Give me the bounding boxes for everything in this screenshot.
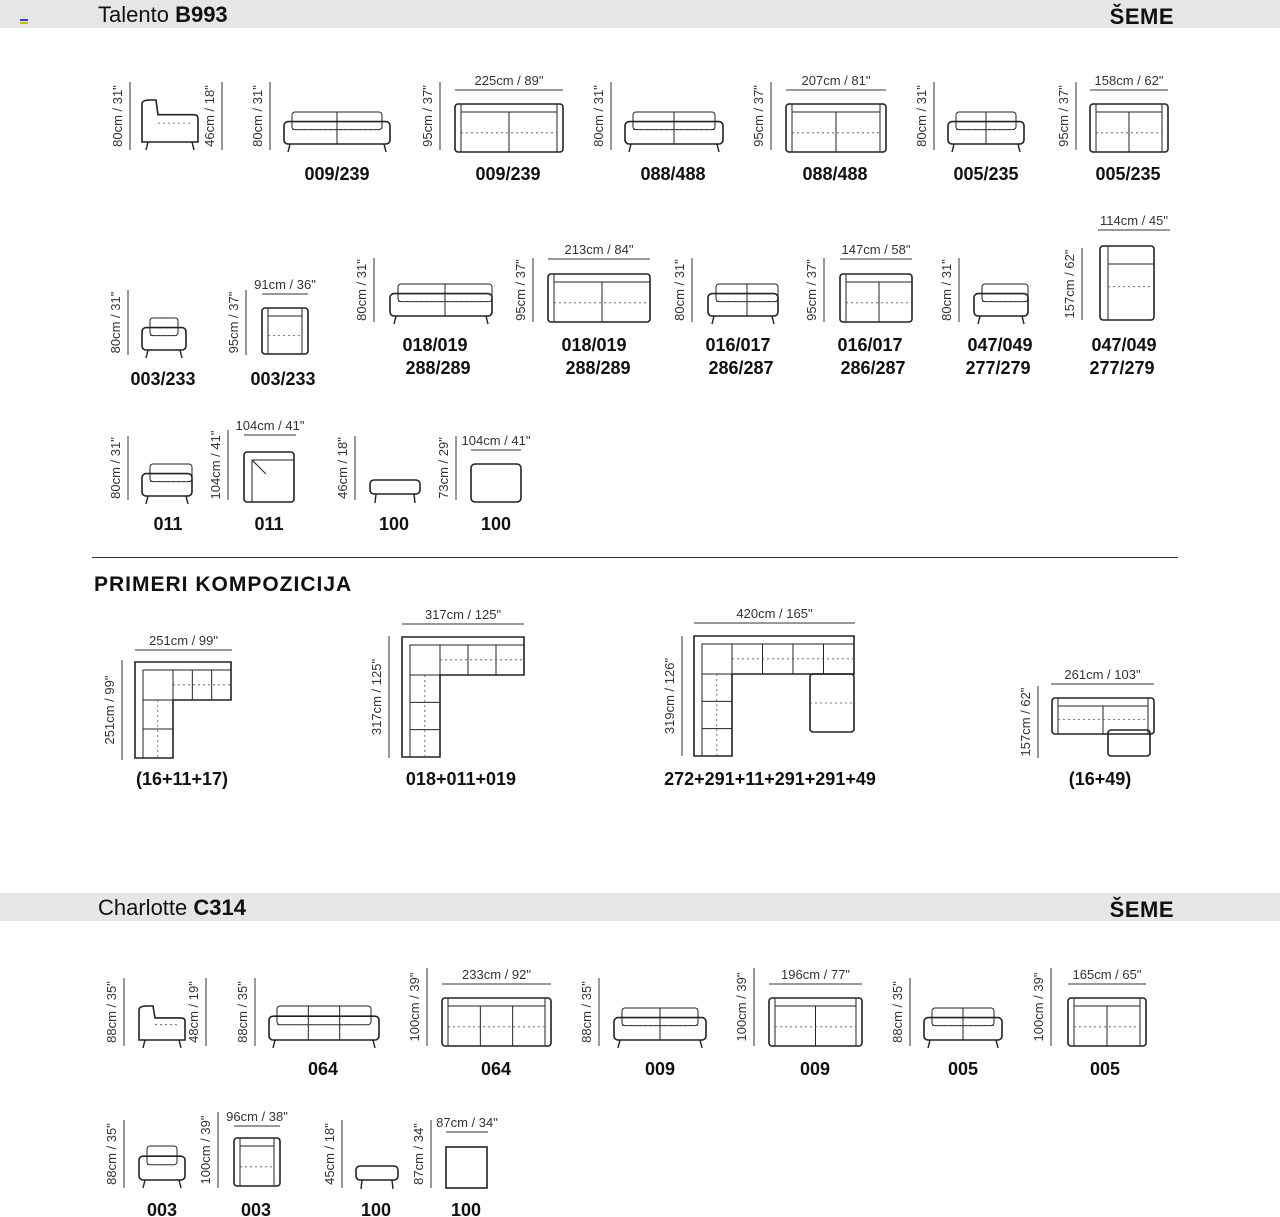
model-code-2: 277/279 (1089, 358, 1155, 378)
talento-r2-chaise-top (1062, 213, 1170, 378)
model-code-2: 288/289 (405, 358, 471, 378)
model-code: 009/239 (304, 164, 370, 184)
dim-depth: 104cm / 41" (208, 430, 223, 500)
dim-height: 80cm / 31" (354, 259, 369, 321)
talento-r2-chaise-front (939, 258, 1033, 378)
model-code: 005 (1089, 1059, 1121, 1079)
charlotte-r1-2seat-top (1031, 967, 1146, 1079)
dim-height: 80cm / 31" (108, 437, 123, 499)
model-code: 064 (307, 1059, 339, 1079)
charlotte-title-bold: C314 (193, 895, 246, 920)
talento-r2-armchair-front (108, 290, 196, 389)
model-code-2: 286/287 (840, 358, 906, 378)
dim-seat: 48cm / 19" (186, 981, 201, 1043)
talento-r3-corner-front (108, 436, 192, 534)
talento-r2-armchair-top (226, 277, 316, 389)
dim-depth: 157cm / 62" (1062, 249, 1077, 319)
dim-width: 158cm / 62" (1094, 73, 1164, 88)
dim-width: 207cm / 81" (801, 73, 871, 88)
model-code: 009 (644, 1059, 676, 1079)
dim-depth: 157cm / 62" (1018, 687, 1033, 757)
talento-r1-3seat-front (250, 82, 390, 184)
model-code: 003 (146, 1200, 178, 1217)
dim-depth: 95cm / 37" (804, 259, 819, 321)
talento-title-light: Talento (98, 2, 169, 27)
dim-seat: 46cm / 18" (202, 85, 217, 147)
model-code: 100 (480, 514, 512, 534)
dim-width: 213cm / 84" (564, 242, 634, 257)
talento-r2-2armless-top (804, 242, 912, 378)
dim-height: 45cm / 18" (322, 1123, 337, 1185)
dim-height: 80cm / 31" (939, 259, 954, 321)
dim-width: 251cm / 99" (149, 633, 218, 648)
charlotte-r1-armchair-side (104, 978, 206, 1048)
charlotte-r1-3seat-top (407, 967, 551, 1079)
talento-r2-armless-front (354, 258, 492, 378)
dim-height: 88cm / 35" (235, 981, 250, 1043)
model-code: 005/235 (1095, 164, 1161, 184)
charlotte-title-light: Charlotte (98, 895, 188, 920)
model-code: 064 (480, 1059, 512, 1079)
talento-r1-2seat-front (914, 82, 1024, 184)
composition-code: 018+011+019 (405, 769, 517, 789)
dim-width: 104cm / 41" (235, 418, 305, 433)
dim-depth: 100cm / 39" (734, 972, 749, 1042)
model-code: 100 (450, 1200, 482, 1217)
dim-height: 80cm / 31" (110, 85, 125, 147)
dim-height: 80cm / 31" (591, 85, 606, 147)
model-code: 005 (947, 1059, 979, 1079)
composition-code: 272+291+11+291+291+49 (664, 769, 876, 789)
compositions-title: PRIMERI KOMPOZICIJA (94, 573, 353, 596)
dim-width: 87cm / 34" (436, 1115, 498, 1130)
composition-code: (16+11+17) (135, 769, 229, 789)
charlotte-r1-3seat-front (235, 978, 379, 1079)
talento-r1-25seat-front (591, 82, 723, 184)
talento-title-bold: B993 (175, 2, 228, 27)
charlotte-schemes-label: ŠEME (1109, 897, 1174, 922)
dim-height: 80cm / 31" (914, 85, 929, 147)
model-code: 016/017 (705, 335, 771, 355)
dim-width: 317cm / 125" (424, 607, 502, 622)
dim-height: 80cm / 31" (108, 291, 123, 354)
model-code: 018/019 (561, 335, 627, 355)
model-code: 003/233 (130, 369, 196, 389)
composition-4 (1018, 667, 1154, 789)
dim-width: 147cm / 58" (841, 242, 911, 257)
talento-r3-ottoman-top (436, 433, 531, 534)
model-code: 047/049 (967, 335, 1033, 355)
dim-depth: 87cm / 34" (411, 1123, 426, 1185)
model-code: 100 (378, 514, 410, 534)
talento-r3-ottoman-front (335, 436, 420, 534)
dim-height: 88cm / 35" (104, 981, 119, 1043)
dim-depth: 95cm / 37" (226, 291, 241, 354)
talento-r3-corner-top (208, 418, 305, 534)
charlotte-r2-armchair-front (104, 1120, 185, 1217)
dim-height: 80cm / 31" (672, 259, 687, 321)
model-code-2: 277/279 (965, 358, 1031, 378)
dim-depth: 100cm / 39" (407, 972, 422, 1042)
model-code-2: 286/287 (708, 358, 774, 378)
dim-depth: 95cm / 37" (751, 85, 766, 147)
model-code: 088/488 (802, 164, 868, 184)
dim-depth: 100cm / 39" (1031, 972, 1046, 1042)
model-code: 003/233 (250, 369, 316, 389)
dim-width: 225cm / 89" (474, 73, 544, 88)
dim-width: 91cm / 36" (254, 277, 316, 292)
dim-depth: 319cm / 126" (662, 657, 677, 735)
model-code: 016/017 (837, 335, 903, 355)
dim-height: 46cm / 18" (335, 437, 350, 499)
model-code: 018/019 (402, 335, 468, 355)
charlotte-r1-25seat-front (579, 978, 706, 1079)
dim-width: 196cm / 77" (781, 967, 850, 982)
charlotte-r2-ottoman-top (411, 1115, 498, 1217)
composition-1 (102, 633, 232, 789)
model-code: 011 (153, 514, 183, 534)
talento-r1-armchair-side (110, 82, 222, 150)
dim-height: 88cm / 35" (890, 981, 905, 1043)
dim-width: 96cm / 38" (226, 1109, 288, 1124)
talento-r1-3seat-top (420, 73, 563, 184)
model-code: 003 (240, 1200, 272, 1217)
dim-width: 114cm / 45" (1100, 213, 1168, 228)
dim-depth: 73cm / 29" (436, 437, 451, 499)
talento-r2-2armless-front (672, 258, 778, 378)
model-code: 009/239 (475, 164, 541, 184)
talento-r1-25seat-top (751, 73, 886, 184)
composition-code: (16+49) (1068, 769, 1132, 789)
talento-r2-armless-top (513, 242, 650, 378)
dim-height: 80cm / 31" (250, 85, 265, 147)
talento-r1-2seat-top (1056, 73, 1168, 184)
composition-2 (369, 607, 524, 789)
charlotte-r1-25seat-top (734, 967, 862, 1079)
talento-schemes-label: ŠEME (1109, 4, 1174, 29)
dim-width: 420cm / 165" (736, 606, 813, 621)
charlotte-r2-armchair-top (198, 1109, 288, 1217)
model-code-2: 288/289 (565, 358, 631, 378)
dim-width: 104cm / 41" (461, 433, 531, 448)
dim-width: 233cm / 92" (462, 967, 531, 982)
model-code: 047/049 (1091, 335, 1157, 355)
dim-depth: 317cm / 125" (369, 658, 384, 736)
model-code: 009 (799, 1059, 831, 1079)
dim-height: 88cm / 35" (579, 981, 594, 1043)
dim-depth: 95cm / 37" (513, 259, 528, 321)
model-code: 088/488 (640, 164, 706, 184)
composition-3 (662, 606, 876, 789)
dim-depth: 95cm / 37" (420, 85, 435, 147)
dim-depth: 100cm / 39" (198, 1115, 213, 1185)
charlotte-r1-2seat-front (890, 978, 1002, 1079)
model-code: 100 (360, 1200, 392, 1217)
dim-width: 165cm / 65" (1072, 967, 1142, 982)
charlotte-r2-ottoman-front (322, 1120, 398, 1217)
model-code: 011 (254, 514, 284, 534)
dim-height: 88cm / 35" (104, 1123, 119, 1185)
dim-depth: 95cm / 37" (1056, 85, 1071, 147)
dim-width: 261cm / 103" (1064, 667, 1141, 682)
model-code: 005/235 (953, 164, 1019, 184)
dim-depth: 251cm / 99" (102, 675, 117, 745)
